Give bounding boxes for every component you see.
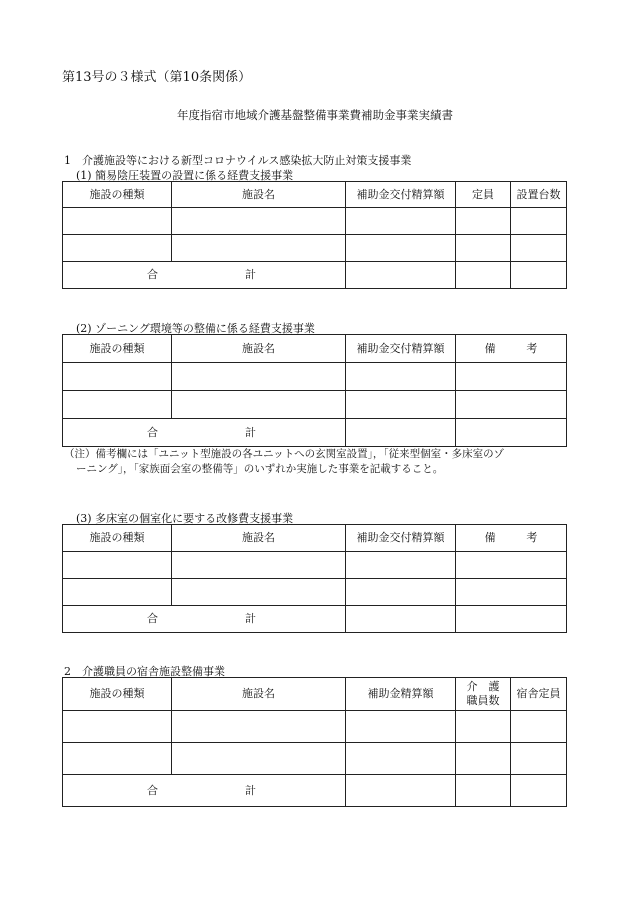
table-row — [63, 208, 567, 235]
header-facility-name: 施設名 — [172, 182, 346, 208]
cell-total-remarks[interactable] — [456, 419, 567, 447]
table-row — [63, 391, 567, 419]
cell-installed-units[interactable] — [511, 235, 567, 262]
cell-remarks[interactable] — [456, 552, 567, 579]
cell-facility-name[interactable] — [172, 363, 346, 391]
total-label-cell — [63, 262, 346, 289]
header-care-staff-line1: 介 護 — [466, 680, 500, 694]
cell-facility-name[interactable] — [172, 711, 346, 743]
header-care-staff-line2: 職員数 — [466, 694, 500, 707]
cell-capacity[interactable] — [456, 208, 511, 235]
table-multi-bed-conversion — [62, 524, 567, 633]
table-row — [63, 579, 567, 606]
header-installed-units: 設置台数 — [511, 182, 567, 208]
header-housing-capacity: 宿舎定員 — [511, 678, 567, 711]
total-label-part1: 合 — [147, 783, 158, 797]
total-label-part1: 合 — [147, 612, 158, 626]
cell-facility-name[interactable] — [172, 235, 346, 262]
table-total-row — [63, 606, 567, 633]
total-label-part1: 合 — [147, 425, 158, 439]
table-row — [63, 363, 567, 391]
table-header-row — [63, 678, 567, 711]
table-header-row — [63, 335, 567, 363]
cell-remarks[interactable] — [456, 363, 567, 391]
table-header-row — [63, 182, 567, 208]
header-remarks: 備 考 — [456, 525, 567, 552]
header-facility-type: 施設の種類 — [63, 182, 172, 208]
cell-total-remarks[interactable] — [456, 606, 567, 633]
header-facility-type: 施設の種類 — [63, 678, 172, 711]
header-subsidy-settlement: 補助金交付精算額 — [346, 182, 456, 208]
header-remarks: 備 考 — [456, 335, 567, 363]
table-row — [63, 711, 567, 743]
total-label-cell — [63, 419, 346, 447]
cell-capacity[interactable] — [456, 235, 511, 262]
cell-remarks[interactable] — [456, 579, 567, 606]
cell-housing-capacity[interactable] — [511, 711, 567, 743]
cell-total-units[interactable] — [511, 262, 567, 289]
cell-facility-type[interactable] — [63, 391, 172, 419]
cell-facility-name[interactable] — [172, 579, 346, 606]
cell-facility-type[interactable] — [63, 235, 172, 262]
section1-sub3-heading: (3) 多床室の個室化に要する改修費支援事業 — [76, 512, 294, 525]
cell-subsidy-amount[interactable] — [346, 235, 456, 262]
cell-facility-type[interactable] — [63, 743, 172, 775]
cell-total-staff[interactable] — [456, 775, 511, 807]
cell-facility-type[interactable] — [63, 363, 172, 391]
table-row — [63, 743, 567, 775]
total-label-cell — [63, 775, 346, 807]
document-title: 年度指宿市地域介護基盤整備事業費補助金事業実績書 — [177, 108, 453, 122]
cell-installed-units[interactable] — [511, 208, 567, 235]
cell-facility-name[interactable] — [172, 552, 346, 579]
cell-facility-type[interactable] — [63, 208, 172, 235]
header-subsidy-settlement: 補助金精算額 — [346, 678, 456, 711]
total-label-part1: 合 — [147, 268, 158, 282]
cell-total-capacity[interactable] — [456, 262, 511, 289]
cell-facility-type[interactable] — [63, 711, 172, 743]
table-staff-housing — [62, 677, 567, 807]
cell-housing-capacity[interactable] — [511, 743, 567, 775]
cell-total-housing[interactable] — [511, 775, 567, 807]
total-label-cell — [63, 606, 346, 633]
cell-subsidy-amount[interactable] — [346, 743, 456, 775]
header-facility-type: 施設の種類 — [63, 335, 172, 363]
section1-heading: 1 介護施設等における新型コロナウイルス感染拡大防止対策支援事業 — [64, 154, 412, 167]
cell-subsidy-amount[interactable] — [346, 579, 456, 606]
cell-facility-name[interactable] — [172, 391, 346, 419]
table-header-row — [63, 525, 567, 552]
header-facility-type: 施設の種類 — [63, 525, 172, 552]
table-total-row — [63, 775, 567, 807]
cell-facility-name[interactable] — [172, 743, 346, 775]
section2-heading: 2 介護職員の宿舎施設整備事業 — [64, 665, 225, 678]
table-negative-pressure-devices — [62, 181, 567, 289]
cell-facility-type[interactable] — [63, 552, 172, 579]
cell-care-staff-count[interactable] — [456, 743, 511, 775]
cell-total-subsidy[interactable] — [346, 419, 456, 447]
header-care-staff-count — [456, 678, 511, 711]
header-facility-name: 施設名 — [172, 678, 346, 711]
remarks-note-line2: ーニング」，「家族面会室の整備等」のいずれか実施した事業を記載すること。 — [76, 463, 444, 475]
cell-subsidy-amount[interactable] — [346, 552, 456, 579]
cell-subsidy-amount[interactable] — [346, 391, 456, 419]
total-label-part2: 計 — [245, 425, 256, 439]
header-capacity: 定員 — [456, 182, 511, 208]
header-facility-name: 施設名 — [172, 525, 346, 552]
cell-total-subsidy[interactable] — [346, 262, 456, 289]
cell-total-subsidy[interactable] — [346, 775, 456, 807]
table-total-row — [63, 419, 567, 447]
total-label-part2: 計 — [245, 612, 256, 626]
remarks-note-line1: （注）備考欄には「ユニット型施設の各ユニットへの玄関室設置」，「従来型個室・多床室のゾ — [64, 448, 504, 460]
total-label-part2: 計 — [245, 783, 256, 797]
cell-subsidy-amount[interactable] — [346, 363, 456, 391]
table-total-row — [63, 262, 567, 289]
form-number-label: 第13号の３様式（第10条関係） — [62, 70, 252, 85]
cell-subsidy-amount[interactable] — [346, 711, 456, 743]
table-row — [63, 552, 567, 579]
cell-facility-type[interactable] — [63, 579, 172, 606]
cell-total-subsidy[interactable] — [346, 606, 456, 633]
total-label-part2: 計 — [245, 268, 256, 282]
cell-facility-name[interactable] — [172, 208, 346, 235]
cell-care-staff-count[interactable] — [456, 711, 511, 743]
header-facility-name: 施設名 — [172, 335, 346, 363]
header-subsidy-settlement: 補助金交付精算額 — [346, 335, 456, 363]
table-zoning — [62, 334, 567, 447]
section1-sub2-heading: (2) ゾーニング環境等の整備に係る経費支援事業 — [76, 322, 315, 335]
section1-sub1-heading: (1) 簡易陰圧装置の設置に係る経費支援事業 — [76, 169, 294, 182]
cell-subsidy-amount[interactable] — [346, 208, 456, 235]
cell-remarks[interactable] — [456, 391, 567, 419]
table-row — [63, 235, 567, 262]
header-subsidy-settlement: 補助金交付精算額 — [346, 525, 456, 552]
